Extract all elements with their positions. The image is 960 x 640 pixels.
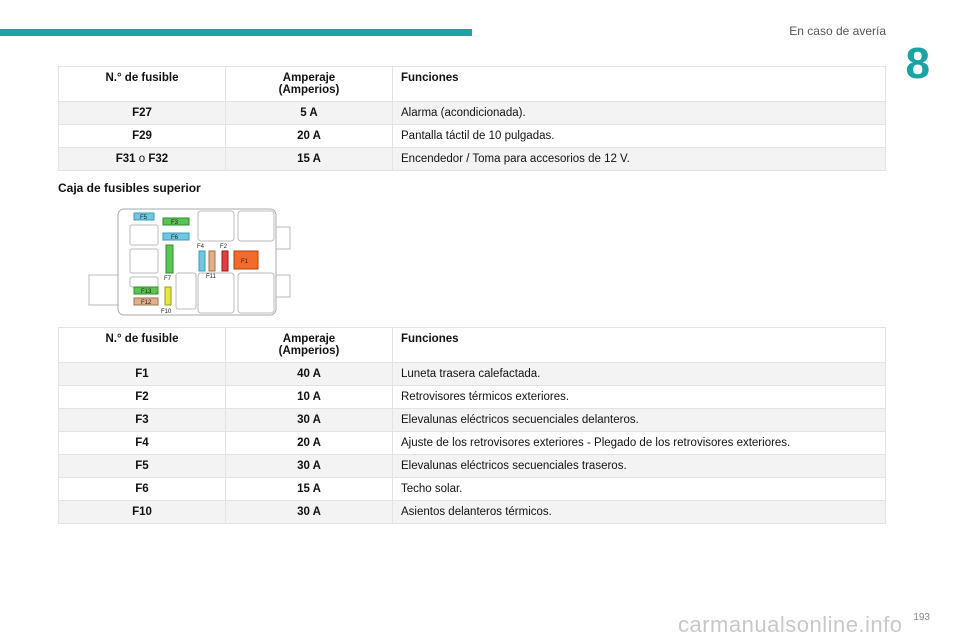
fuse-label-f13: F13 — [141, 289, 152, 295]
table-row — [59, 478, 886, 501]
col-header-functions: Funciones — [393, 328, 886, 363]
fuse-label-f4: F4 — [197, 244, 205, 250]
fuse-joiner: o — [135, 153, 149, 165]
fuse-table-1 — [58, 66, 886, 171]
col-header-amperage: Amperaje (Amperios) — [226, 67, 393, 102]
fuse-f4 — [199, 251, 205, 271]
fuse-number-a: F31 — [115, 153, 136, 165]
fuse-f11 — [209, 251, 215, 271]
table-row — [59, 363, 886, 386]
col-header-fuse: N.° de fusible — [59, 67, 226, 102]
slot — [238, 273, 274, 313]
section-title: En caso de avería — [789, 24, 886, 38]
amperage: 20 A — [226, 432, 393, 455]
amperage: 30 A — [226, 409, 393, 432]
fuse-number: F29 — [59, 125, 226, 148]
fuse-label-f10: F10 — [161, 309, 172, 315]
table-row — [59, 501, 886, 524]
fuse-f10 — [165, 287, 171, 305]
amperage: 10 A — [226, 386, 393, 409]
function: Alarma (acondicionada). — [393, 102, 886, 125]
table-row — [59, 409, 886, 432]
amperage: 15 A — [226, 478, 393, 501]
table-row — [59, 148, 886, 171]
fuse-number — [59, 148, 226, 171]
amperage: 30 A — [226, 501, 393, 524]
side-tab-left — [89, 275, 119, 305]
fuse-label-f6: F6 — [171, 235, 179, 241]
col-header-fuse: N.° de fusible — [59, 328, 226, 363]
function: Techo solar. — [393, 478, 886, 501]
function: Elevalunas eléctricos secuenciales delanteros. — [393, 409, 886, 432]
fuse-number: F2 — [59, 386, 226, 409]
amperage: 20 A — [226, 125, 393, 148]
fuse-label-f5: F5 — [140, 215, 148, 221]
fuse-label-f3: F3 — [171, 220, 179, 226]
slot — [238, 211, 274, 241]
watermark: carmanualsonline.info — [678, 612, 903, 637]
fuse-f2 — [222, 251, 228, 271]
slot — [130, 225, 158, 245]
amperage: 40 A — [226, 363, 393, 386]
fuse-number: F1 — [59, 363, 226, 386]
side-tab-right-lower — [276, 275, 290, 297]
slot — [198, 211, 234, 241]
table-row — [59, 432, 886, 455]
fuse-number: F5 — [59, 455, 226, 478]
slot — [176, 273, 196, 309]
fuse-number: F3 — [59, 409, 226, 432]
col-header-functions: Funciones — [393, 67, 886, 102]
amperage: 30 A — [226, 455, 393, 478]
slot — [130, 277, 158, 287]
function: Retrovisores térmicos exteriores. — [393, 386, 886, 409]
fuse-label-f12: F12 — [141, 300, 152, 306]
fuse-label-f1: F1 — [241, 259, 249, 265]
slot — [130, 249, 158, 273]
fuse-number-b: F32 — [148, 153, 169, 165]
function: Asientos delanteros térmicos. — [393, 501, 886, 524]
table-row — [59, 455, 886, 478]
amperage: 5 A — [226, 102, 393, 125]
function: Elevalunas eléctricos secuenciales traseros. — [393, 455, 886, 478]
table-row — [59, 386, 886, 409]
function: Pantalla táctil de 10 pulgadas. — [393, 125, 886, 148]
table-row — [59, 102, 886, 125]
fuse-number: F27 — [59, 102, 226, 125]
fuse-number: F6 — [59, 478, 226, 501]
chapter-number: 8 — [905, 39, 930, 88]
header-accent-bar — [0, 29, 472, 36]
fuse-f7 — [166, 245, 173, 273]
function: Encendedor / Toma para accesorios de 12 V. — [393, 148, 886, 171]
fuse-number: F4 — [59, 432, 226, 455]
subtitle-upper-fuse-box: Caja de fusibles superior — [58, 181, 201, 195]
amperage: 15 A — [226, 148, 393, 171]
fuse-label-f11: F11 — [206, 274, 216, 280]
function: Ajuste de los retrovisores exteriores - Plegado de los retrovisores exteriores. — [393, 432, 886, 455]
function: Luneta trasera calefactada. — [393, 363, 886, 386]
fuse-table-2 — [58, 327, 886, 524]
fuse-label-f7: F7 — [164, 276, 172, 282]
page-number: 193 — [913, 612, 930, 623]
fuse-number: F10 — [59, 501, 226, 524]
col-header-amperage: Amperaje (Amperios) — [226, 328, 393, 363]
table-row — [59, 125, 886, 148]
fuse-label-f2: F2 — [220, 244, 228, 250]
side-tab-right — [276, 227, 290, 249]
slot — [198, 273, 234, 313]
fuse-box-diagram — [88, 205, 292, 319]
